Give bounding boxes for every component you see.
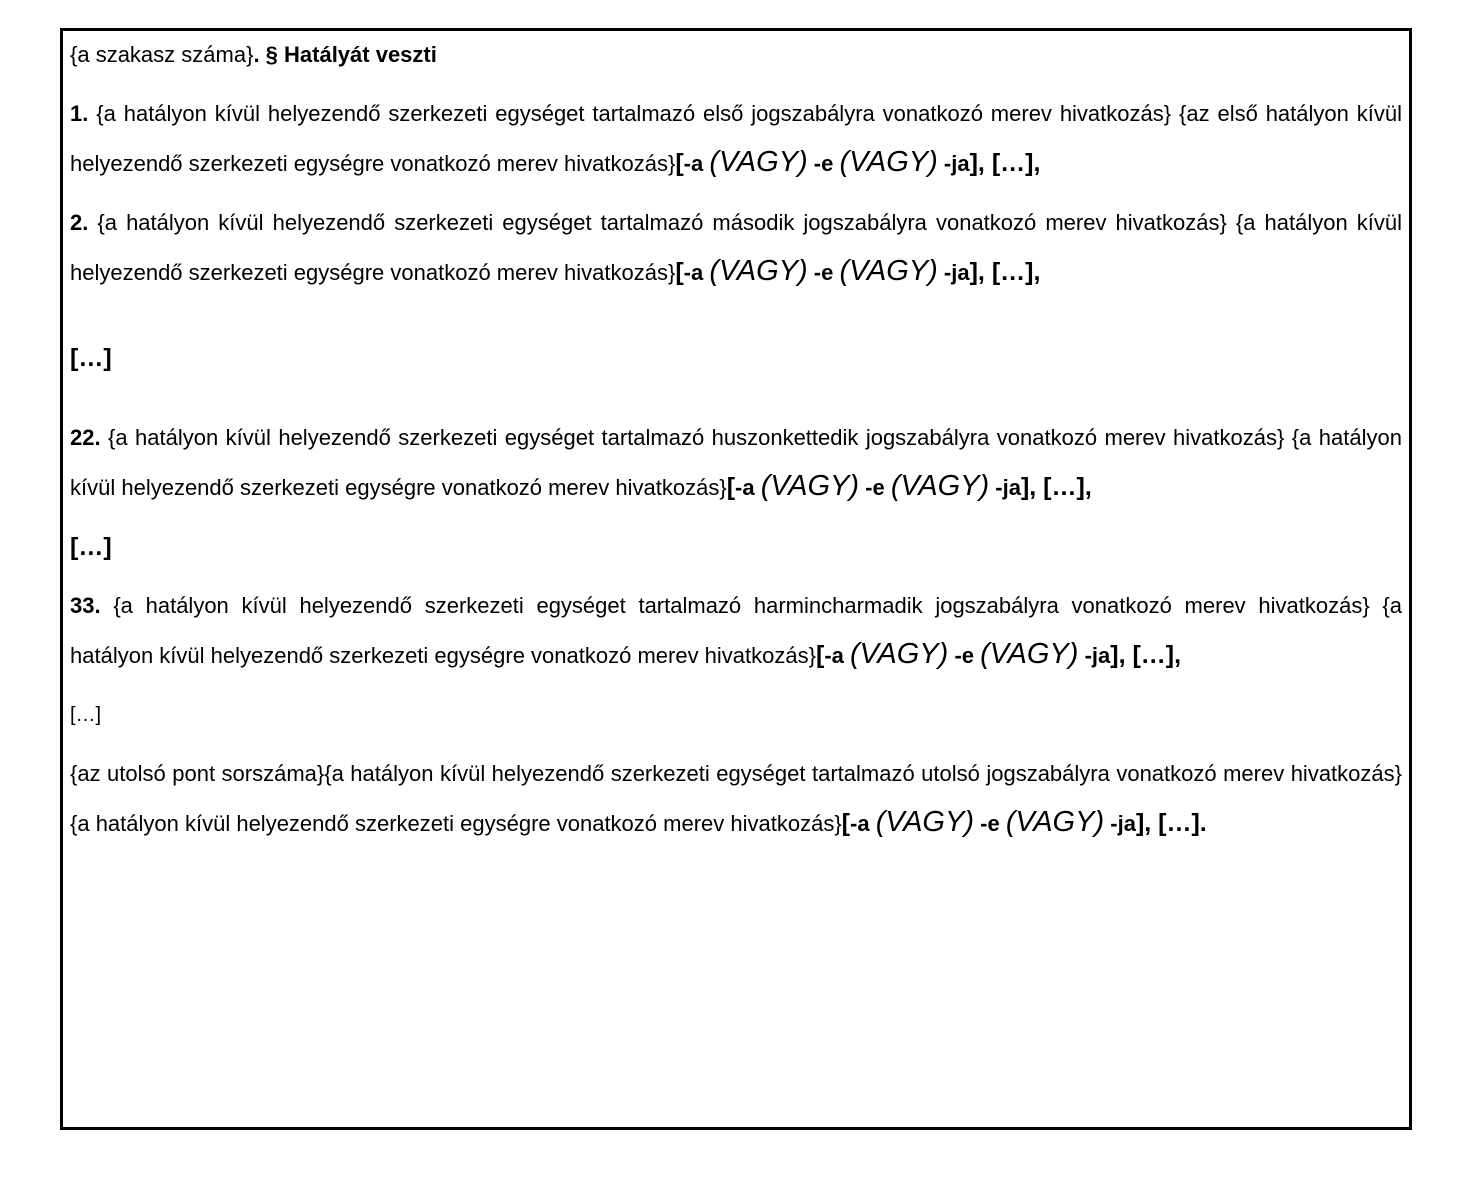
vagy-1: (VAGY) [875, 806, 974, 838]
suffix-ja: -ja [1084, 643, 1111, 668]
suffix-ja: -ja [1110, 811, 1136, 836]
vagy-1: (VAGY) [760, 470, 860, 502]
open-bracket: [ [841, 809, 850, 837]
vagy-2: (VAGY) [980, 638, 1079, 670]
suffix-a: -a [850, 811, 870, 836]
ellipsis: […] [70, 533, 112, 561]
section-number-placeholder: {a szakasz száma} [70, 42, 254, 67]
item-tail: ], […]. [1135, 809, 1207, 837]
item-number: 22. [70, 425, 101, 450]
open-bracket: [ [675, 258, 684, 286]
vagy-1: (VAGY) [850, 638, 949, 670]
list-item [70, 199, 1402, 297]
suffix-a: -a [824, 643, 844, 668]
item-text: {a hatályon kívül helyezendő szerkezeti egységet tartalmazó huszonkettedik jogszabályra vonatkozó merev hivatkozás} {a hatályon kívül helyezendő szerkezeti egységre vonatkozó merev hivatkozás} [70, 425, 1402, 500]
item-text: {a hatályon kívül helyezendő szerkezeti egységet tartalmazó első jogszabályra vonatkozó merev hivatkozás} {az első hatályon kívül helyezendő szerkezeti egységre vonatkozó merev hivatkozás} [70, 101, 1402, 176]
item-number: 1. [70, 101, 89, 126]
vagy-2: (VAGY) [839, 255, 938, 287]
suffix-ja: -ja [995, 475, 1021, 500]
list-item [70, 414, 1402, 512]
suffix-e: -e [813, 151, 834, 176]
list-item [70, 582, 1402, 680]
vagy-2: (VAGY) [839, 146, 938, 178]
vagy-1: (VAGY) [709, 146, 808, 178]
open-bracket: [ [815, 641, 825, 669]
item-tail: ], […], [1020, 473, 1092, 501]
suffix-e: -e [865, 475, 885, 500]
item-tail: ], […], [969, 149, 1041, 177]
suffix-a: -a [735, 475, 755, 500]
suffix-e: -e [813, 260, 834, 285]
open-bracket: [ [726, 473, 736, 501]
section-header [70, 31, 1402, 79]
item-text: {a hatályon kívül helyezendő szerkezeti egységet tartalmazó harmincharmadik jogszabályra vonatkozó merev hivatkozás} {a hatályon kívül helyezendő szerkezeti egységre vonatkozó merev hivatkozás} [70, 593, 1402, 668]
document-frame [60, 28, 1412, 1130]
item-text: {a hatályon kívül helyezendő szerkezeti egységet tartalmazó második jogszabályra vonatkozó merev hivatkozás} {a hatályon kívül helyezendő szerkezeti egységre vonatkozó merev hivatkozás} [70, 210, 1402, 285]
open-bracket: [ [675, 149, 684, 177]
list-item [70, 90, 1402, 188]
document-body [70, 31, 1402, 848]
last-item [70, 750, 1402, 848]
vagy-1: (VAGY) [709, 255, 808, 287]
suffix-a: -a [683, 151, 704, 176]
vagy-2: (VAGY) [890, 470, 990, 502]
suffix-e: -e [980, 811, 1000, 836]
item-tail: ], […], [1110, 641, 1182, 669]
item-number: 33. [70, 593, 101, 618]
item-tail: ], […], [969, 258, 1041, 286]
suffix-e: -e [954, 643, 974, 668]
item-number: 2. [70, 210, 89, 235]
ellipsis: […] [70, 344, 112, 372]
suffix-ja: -ja [943, 260, 970, 285]
ellipsis-small: […] [70, 704, 102, 726]
suffix-ja: -ja [943, 151, 970, 176]
section-title: . § Hatályát veszti [253, 42, 437, 67]
suffix-a: -a [683, 260, 704, 285]
vagy-2: (VAGY) [1005, 806, 1105, 838]
item-text: {az utolsó pont sorszáma}{a hatályon kívül helyezendő szerkezeti egységet tartalmazó utolsó jogszabályra vonatkozó merev hivatkozás} {a hatályon kívül helyezendő szerkezeti egységre vonatkozó merev hivatkozás} [70, 761, 1402, 836]
